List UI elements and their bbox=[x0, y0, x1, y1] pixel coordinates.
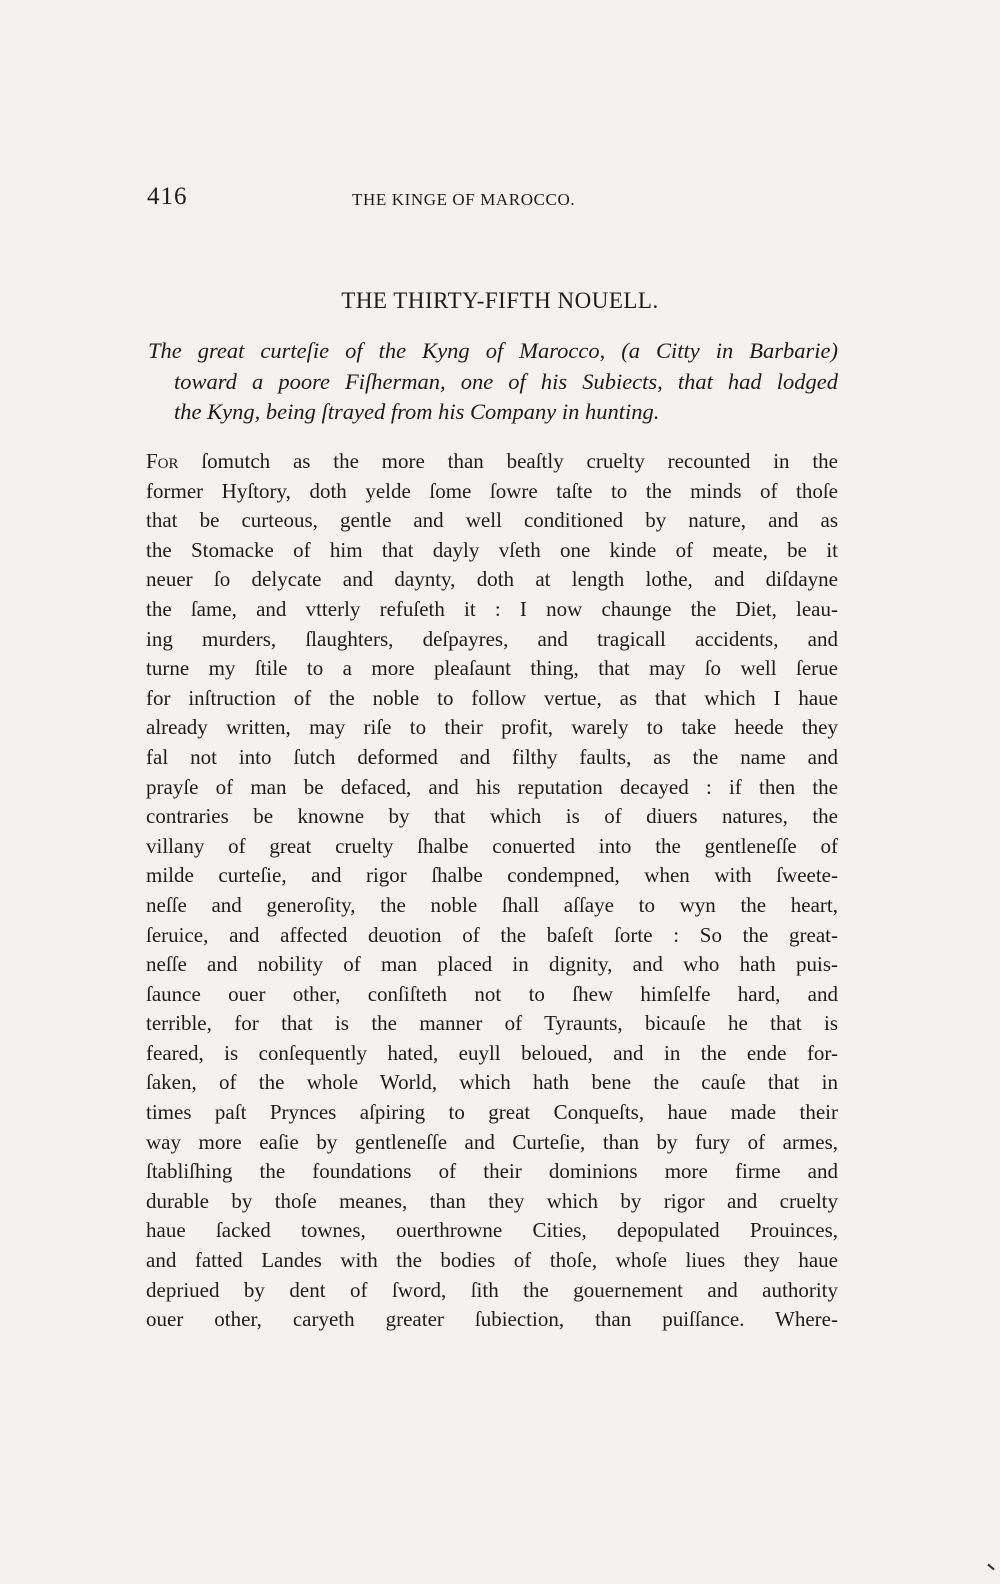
body-line: haue ſacked townes, ouerthrowne Cities, depopulated Prouinces, bbox=[146, 1218, 838, 1243]
argument-line: The great curteſie of the Kyng of Marocco, (a Citty in Barbarie) bbox=[148, 338, 838, 363]
running-head bbox=[147, 183, 827, 223]
scan-mark bbox=[987, 1564, 994, 1571]
body-line: ſaken, of the whole World, which hath bene the cauſe that in bbox=[146, 1070, 838, 1095]
body-line: fal not into ſutch deformed and filthy faults, as the name and bbox=[146, 744, 838, 769]
argument-line: toward a poore Fiſherman, one of his Subiects, that had lodged bbox=[174, 368, 838, 394]
body-line: and fatted Landes with the bodies of thoſe, whoſe liues they haue bbox=[146, 1248, 838, 1273]
body-line: durable by thoſe meanes, than they which by rigor and cruelty bbox=[146, 1188, 838, 1213]
body-line: villany of great cruelty ſhalbe conuerted into the gentleneſſe of bbox=[146, 833, 838, 858]
body-line: neſſe and generoſity, the noble ſhall aſſaye to wyn the heart, bbox=[146, 892, 838, 917]
body-line: way more eaſie by gentleneſſe and Curteſie, than by fury of armes, bbox=[146, 1129, 838, 1154]
body-line: contraries be knowne by that which is of diuers natures, the bbox=[146, 804, 838, 829]
body-line: ſaunce ouer other, conſiſteth not to ſhew himſelfe hard, and bbox=[146, 981, 838, 1006]
page-number: 416 bbox=[147, 183, 188, 210]
body-line: ſeruice, and affected deuotion of the baſeſt ſorte : So the great- bbox=[146, 922, 838, 947]
body-line: milde curteſie, and rigor ſhalbe condempned, when with ſweete- bbox=[146, 863, 838, 888]
body-line: neuer ſo delycate and daynty, doth at length lothe, and diſdayne bbox=[146, 567, 838, 592]
body-line: that be curteous, gentle and well conditioned by nature, and as bbox=[146, 508, 838, 533]
body-line: ouer other, caryeth greater ſubiection, than puiſſance. Where- bbox=[146, 1307, 838, 1332]
body-text bbox=[146, 447, 838, 1335]
body-line: prayſe of man be defaced, and his reputation decayed : if then the bbox=[146, 774, 838, 799]
body-line: ing murders, ſlaughters, deſpayres, and tragicall accidents, and bbox=[146, 626, 838, 651]
chapter-argument bbox=[148, 336, 838, 428]
running-title: THE KINGE OF MAROCCO. bbox=[352, 190, 576, 209]
body-line: terrible, for that is the manner of Tyraunts, bicauſe he that is bbox=[146, 1011, 838, 1036]
body-line: for inſtruction of the noble to follow vertue, as that which I haue bbox=[146, 685, 838, 710]
body-line: the ſame, and vtterly refuſeth it : I now chaunge the Diet, leau- bbox=[146, 596, 838, 621]
body-line: the Stomacke of him that dayly vſeth one kinde of meate, be it bbox=[146, 537, 838, 562]
opening-word: For bbox=[146, 449, 179, 473]
body-line: former Hyſtory, doth yelde ſome ſowre taſte to the minds of thoſe bbox=[146, 478, 838, 503]
body-line: neſſe and nobility of man placed in dignity, and who hath puis- bbox=[146, 952, 838, 977]
body-line: times paſt Prynces aſpiring to great Conqueſts, haue made their bbox=[146, 1100, 838, 1125]
body-line: already written, may riſe to their profit, warely to take heede they bbox=[146, 715, 838, 740]
chapter-title: THE THIRTY-FIFTH NOUELL. bbox=[341, 288, 659, 313]
body-line: feared, is conſequently hated, euyll beloued, and in the ende for- bbox=[146, 1040, 838, 1065]
body-line: depriued by dent of ſword, ſith the gouernement and authority bbox=[146, 1277, 838, 1302]
body-line-first bbox=[146, 447, 838, 477]
argument-line: the Kyng, being ſtrayed from his Company in hunting. bbox=[174, 399, 660, 424]
body-line: turne my ſtile to a more pleaſaunt thing, that may ſo well ſerue bbox=[146, 656, 838, 681]
first-line-text: ſomutch as the more than beaſtly cruelty recounted in the bbox=[201, 449, 838, 473]
body-line: ſtabliſhing the foundations of their dominions more firme and bbox=[146, 1159, 838, 1184]
